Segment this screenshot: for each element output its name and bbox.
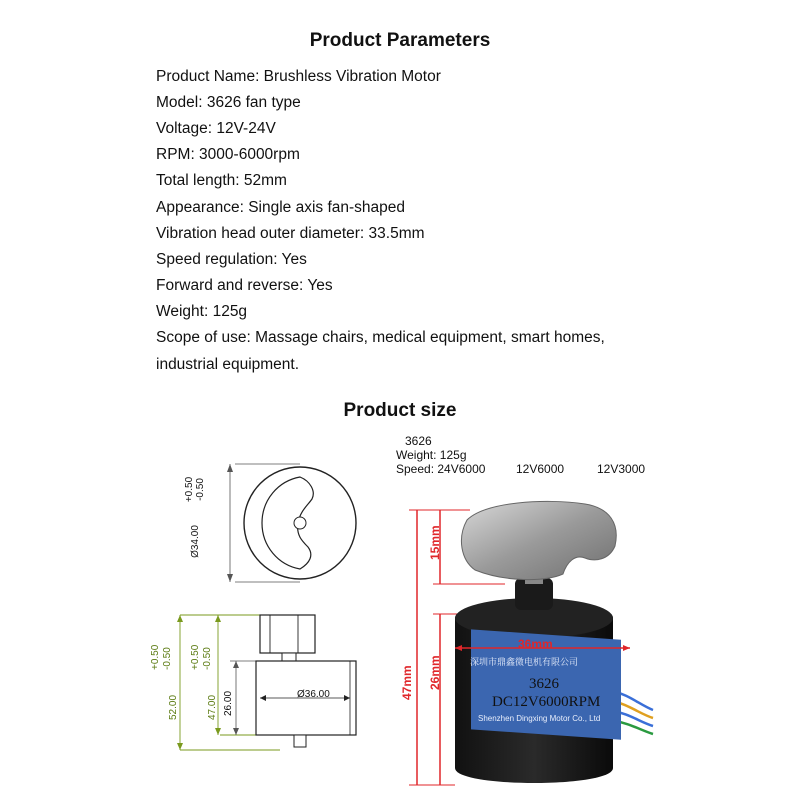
h52-tol-bottom: -0.50	[162, 647, 173, 670]
h26-value: 26.00	[223, 690, 234, 716]
param-rpm: RPM: 3000-6000rpm	[156, 146, 300, 163]
param-model: Model: 3626 fan type	[156, 94, 301, 111]
param-appearance: Appearance: Single axis fan-shaped	[156, 199, 406, 216]
h47-tol-top: +0.50	[190, 644, 201, 670]
label-rating: DC12V6000RPM	[492, 694, 601, 710]
spec-weight: Weight: 125g	[396, 448, 467, 462]
h47-tol-bottom: -0.50	[202, 647, 213, 670]
label-model: 3626	[529, 676, 559, 692]
side-view-drawing	[160, 595, 360, 795]
spec-model: 3626	[405, 434, 432, 448]
label-company-en: Shenzhen Dingxing Motor Co., Ltd	[478, 714, 601, 723]
dim-26mm: 26mm	[428, 655, 442, 690]
param-product-name: Product Name: Brushless Vibration Motor	[156, 68, 441, 85]
param-head-diameter: Vibration head outer diameter: 33.5mm	[156, 225, 425, 242]
param-weight: Weight: 125g	[156, 303, 248, 320]
params-title: Product Parameters	[309, 30, 491, 51]
h52-value: 52.00	[168, 694, 179, 720]
h52-tol-top: +0.50	[150, 644, 161, 670]
dia-tol-top: +0.50	[184, 476, 196, 503]
param-scope-cont: industrial equipment.	[156, 356, 300, 373]
size-title: Product size	[343, 400, 457, 421]
dia-value: Ø34.00	[189, 525, 201, 558]
dim-36mm: 36mm	[518, 637, 553, 651]
diameter-dimension	[184, 470, 221, 580]
param-forward-rev: Forward and reverse: Yes	[156, 277, 333, 294]
param-voltage: Voltage: 12V-24V	[156, 120, 276, 137]
dia-tol-bottom: -0.50	[194, 478, 206, 501]
spec-speed: Speed: 24V6000	[396, 462, 486, 476]
body-diameter: Ø36.00	[297, 689, 330, 700]
spec-speed-2: 12V6000	[516, 462, 565, 476]
h47-value: 47.00	[207, 694, 218, 720]
spec-speed-3: 12V3000	[597, 462, 646, 476]
param-total-length: Total length: 52mm	[156, 172, 287, 189]
param-scope: Scope of use: Massage chairs, medical equipment, smart homes,	[156, 329, 605, 346]
dim-15mm: 15mm	[428, 525, 442, 560]
param-speed-reg: Speed regulation: Yes	[156, 251, 307, 268]
label-company-cn: 深圳市鼎鑫微电机有限公司	[470, 657, 579, 667]
dim-47mm: 47mm	[400, 665, 414, 700]
